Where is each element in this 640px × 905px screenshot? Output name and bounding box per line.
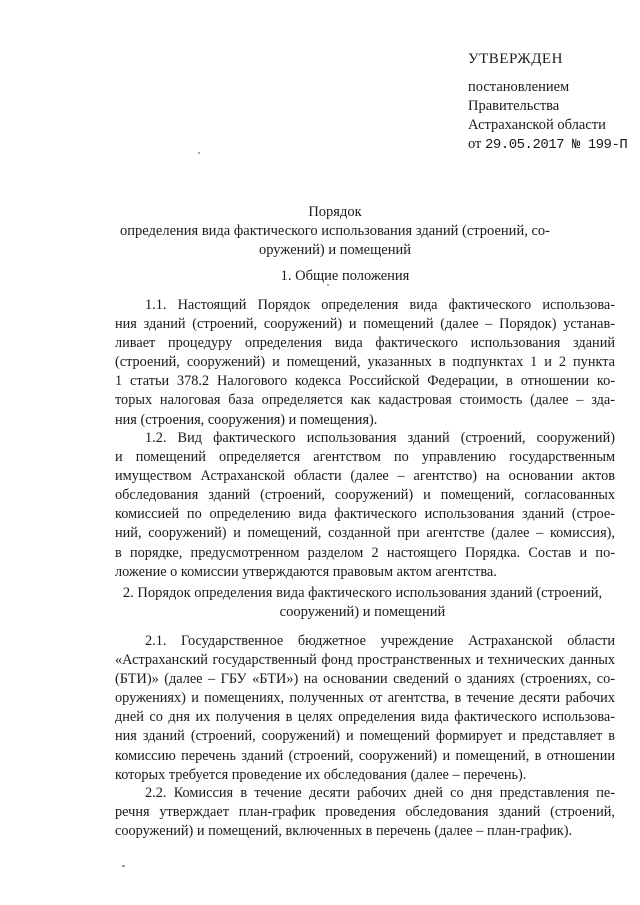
title-line-1: Порядок — [308, 204, 362, 220]
section-1-heading: 1. Общие положения — [280, 268, 410, 284]
text-line: дней со дня их получения в целях определения вида фактического использова- — [115, 709, 615, 726]
text-line: ливает процедуру определения вида фактического использования зданий — [115, 335, 615, 352]
text-line: ния (строения, сооружения) и помещения). — [115, 411, 378, 428]
text-line: ний, сооружений) и помещений, созданной при агентстве (далее – комиссия), — [115, 525, 615, 542]
section-2-paragraph-1 — [115, 632, 615, 785]
text-line: «Астраханский государственный фонд пространственных и технических данных — [115, 652, 615, 669]
text-line: 2.1. Государственное бюджетное учреждение Астраханской области — [145, 633, 615, 649]
text-line: комиссию перечень зданий (строений, сооружений) и помещений, в отношении — [115, 747, 615, 764]
text-line: которых требуется проведение их обследования (далее – перечень). — [115, 766, 527, 783]
text-line: 1.1. Настоящий Порядок определения вида фактического использова- — [145, 297, 615, 313]
text-line: имуществом Астраханской области (далее – агентство) на основании актов — [115, 468, 615, 485]
text-line: 1 статьи 378.2 Налогового кодекса Российской Федерации, в отношении ко- — [115, 373, 615, 390]
section-2-heading-line-1: 2. Порядок определения вида фактического использования зданий (строений, — [122, 585, 603, 601]
scan-speck — [327, 284, 329, 286]
approval-line-3: Астраханской области — [468, 117, 606, 133]
approval-date-prefix: от — [468, 136, 482, 152]
approval-block — [468, 50, 638, 155]
text-line: торых налоговая база определяется как кадастровая стоимость (далее – зда- — [115, 392, 615, 409]
text-line: оружениях) и помещениях, полученных от агентства, в течение десяти рабочих — [115, 690, 615, 707]
text-line: 1.2. Вид фактического использования зданий (строений, сооружений) — [145, 430, 615, 446]
text-line: и помещений определяется агентством по управлению государственным — [115, 449, 615, 466]
scan-speck — [198, 152, 200, 154]
text-line: ложение о комиссии утверждаются правовым актом агентства. — [115, 563, 497, 580]
section-2-paragraph-2 — [115, 784, 615, 841]
text-line: речня утверждает план-график проведения обследования зданий (строений, — [115, 804, 615, 821]
document-title — [100, 203, 570, 260]
approval-date-line — [468, 135, 638, 155]
section-2-heading — [100, 584, 625, 622]
text-line: комиссией по определению вида фактического использования зданий (строе- — [115, 506, 615, 523]
text-line: (строений, сооружений) и помещений, указанных в подпунктах 1 и 2 пункта — [115, 354, 615, 371]
approval-stamp: УТВЕРЖДЕН — [468, 51, 563, 67]
text-line: в порядке, предусмотренном разделом 2 настоящего Порядка. Состав и по- — [115, 544, 615, 561]
text-line: ния зданий (строений, сооружений) и помещений формирует и представляет в — [115, 728, 615, 745]
text-line: обследования зданий (строений, сооружений) и помещений, согласованных — [115, 487, 615, 504]
approval-line-1: постановлением — [468, 79, 570, 95]
scan-speck — [122, 865, 125, 867]
approval-date-value: 29.05.2017 № 199-П — [485, 137, 628, 153]
title-line-2: определения вида фактического использования зданий (строений, со- — [120, 223, 550, 239]
approval-line-2: Правительства — [468, 98, 560, 114]
section-2-heading-line-2: сооружений) и помещений — [279, 604, 446, 620]
text-line: 2.2. Комиссия в течение десяти рабочих дней со дня представления пе- — [145, 785, 615, 801]
section-1-paragraph-1 — [115, 296, 615, 430]
text-line: (БТИ)» (далее – ГБУ «БТИ») на основании сведений о зданиях (строениях, со- — [115, 671, 615, 688]
text-line: ния зданий (строений, сооружений) и помещений (далее – Порядок) устанав- — [115, 316, 615, 333]
text-line: сооружений) и помещений, включенных в перечень (далее – план-график). — [115, 823, 573, 840]
section-1-paragraph-2 — [115, 429, 615, 582]
title-line-3: оружений) и помещений — [259, 242, 411, 258]
